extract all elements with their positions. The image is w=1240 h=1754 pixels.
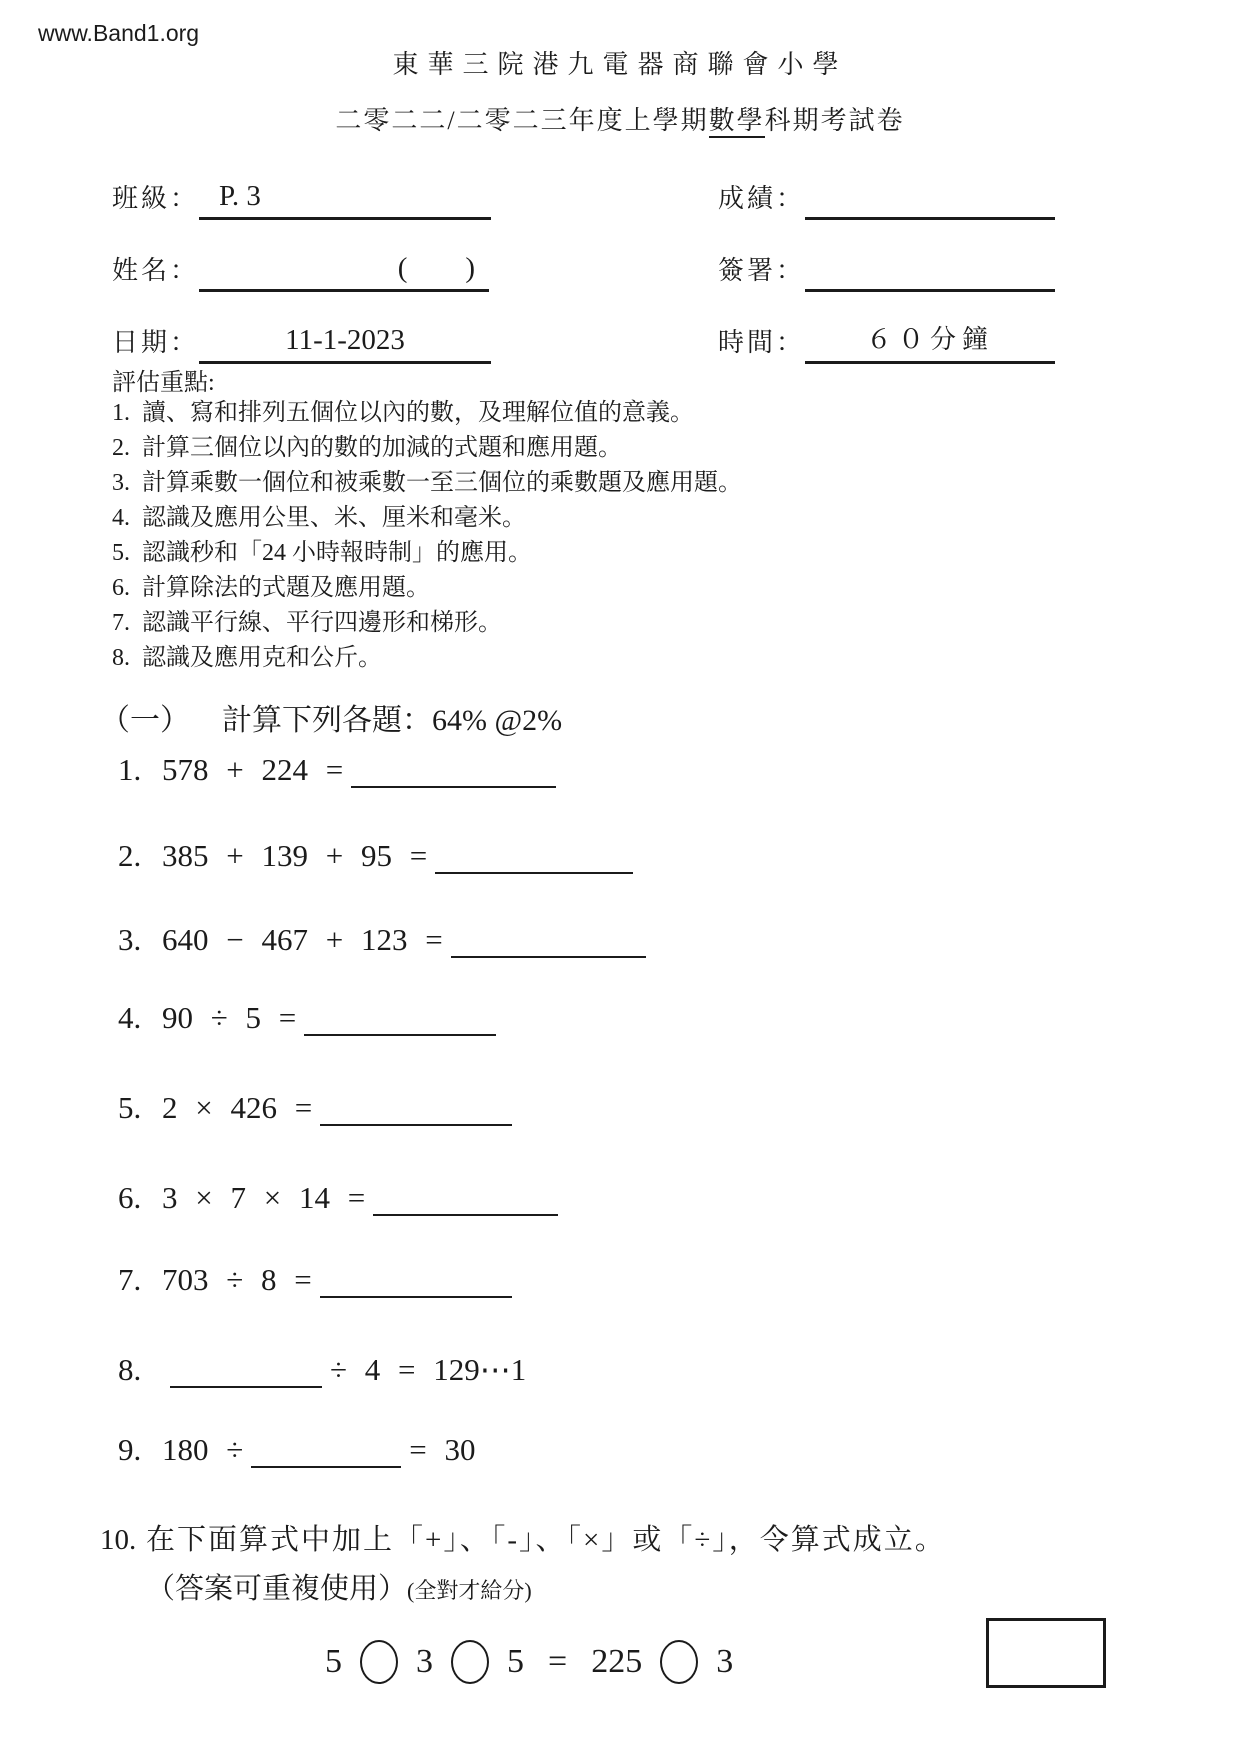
school-name: 東華三院港九電器商聯會小學 [392,50,848,79]
time-label: 時間： [718,328,806,357]
assessment-item [112,606,742,641]
section-title: 計算下列各題：64% @2% [222,704,563,737]
item-text: 計算乘數一個位和被乘數一至三個位的乘數題及應用題。 [142,470,742,496]
signature-input-line[interactable] [805,250,1055,292]
class-field [112,178,491,220]
exam-title-suffix: 科期考試卷 [764,106,905,135]
equals-sign: = [548,1643,568,1680]
question-expression: 90 ÷ 5 = [162,1000,297,1035]
answer-blank[interactable] [435,840,633,874]
answer-blank[interactable] [351,754,556,788]
question-number: 8. [118,1352,142,1387]
item-number: 7. [112,610,130,636]
item-text: 認識及應用克和公斤。 [142,645,382,671]
item-number: 3. [112,470,130,496]
equation-term: 3 [716,1643,734,1680]
note-repeat-allowed: （答案可重複使用） [146,1573,408,1605]
item-number: 6. [112,575,130,601]
date-label: 日期： [112,328,200,357]
question-number: 3. [118,922,142,957]
score-label: 成績： [718,184,806,213]
question-expression: 3 × 7 × 14 = [162,1180,366,1215]
name-input-line[interactable] [199,250,489,292]
exam-subject-underlined: 數學 [709,106,765,138]
question-row-4 [118,1000,504,1036]
assessment-item [112,641,742,676]
question-10-equation [315,1640,743,1684]
answer-blank[interactable] [251,1434,401,1468]
section1-heading [100,695,562,739]
question-row-5 [118,1090,520,1126]
item-text: 認識秒和「24 小時報時制」的應用。 [142,540,532,566]
question-number: 10. [100,1524,137,1556]
question-number: 5. [118,1090,142,1125]
equation-term: 225 [591,1643,643,1680]
signature-field [718,250,1055,292]
item-number: 1. [112,400,130,426]
question-number: 6. [118,1180,142,1215]
item-number: 8. [112,645,130,671]
answer-blank[interactable] [373,1182,558,1216]
question-expression: 385 + 139 + 95 = [162,838,428,873]
name-label: 姓名： [112,256,200,285]
operator-circle[interactable] [360,1640,398,1684]
operator-circle[interactable] [660,1640,698,1684]
question-number: 9. [118,1432,142,1467]
item-text: 認識平行線、平行四邊形和梯形。 [142,610,502,636]
answer-blank[interactable] [451,924,646,958]
score-field [718,178,1055,220]
question-number: 1. [118,752,142,787]
question-expression: 640 − 467 + 123 = [162,922,443,957]
question-text: 在下面算式中加上「+」、「-」、「×」或「÷」，令算式成立。 [146,1524,946,1556]
question-expression-after: ÷ 4 = 129⋯1 [330,1352,527,1387]
exam-title [0,100,1240,137]
question-number: 2. [118,838,142,873]
question-number: 4. [118,1000,142,1035]
class-label: 班級： [112,184,200,213]
question-row-6 [118,1180,566,1216]
item-text: 認識及應用公里、米、厘米和毫米。 [142,505,526,531]
answer-blank[interactable] [304,1002,496,1036]
question-row-1 [118,752,564,788]
question-10-note [146,1566,532,1607]
time-input-line[interactable] [805,322,1055,364]
item-number: 4. [112,505,130,531]
assessment-item [112,431,742,466]
assessment-list [112,396,742,676]
marks-box [986,1618,1106,1688]
exam-title-prefix: 二零二二/二零二三年度上學期 [335,106,709,135]
answer-blank[interactable] [320,1092,512,1126]
question-row-3 [118,922,654,958]
question-expression: 180 ÷ [162,1432,244,1467]
time-value: ６０分鐘 [866,325,995,354]
answer-blank[interactable] [170,1354,322,1388]
equation-term: 5 [325,1643,342,1680]
name-class-number-parens: ( ) [397,252,476,284]
question-row-9 [118,1432,476,1468]
assessment-item [112,571,742,606]
assessment-item [112,536,742,571]
date-input-line[interactable] [199,322,491,364]
time-field [718,322,1055,364]
question-row-7 [118,1262,520,1298]
assessment-heading: 評估重點: [112,370,215,396]
operator-circle[interactable] [451,1640,489,1684]
score-input-line[interactable] [805,178,1055,220]
signature-label: 簽署： [718,256,806,285]
assessment-item [112,501,742,536]
date-value: 11-1-2023 [285,324,405,356]
item-number: 5. [112,540,130,566]
item-text: 計算除法的式題及應用題。 [142,575,430,601]
question-number: 7. [118,1262,142,1297]
question-row-10 [100,1517,946,1558]
question-row-2 [118,838,641,874]
date-field [112,322,491,364]
section-number: （一） [100,704,190,737]
equation-term: 3 [416,1643,433,1680]
question-row-8 [118,1352,526,1388]
question-expression-after: = 30 [409,1432,476,1467]
question-expression: 2 × 426 = [162,1090,313,1125]
note-all-correct: (全對才給分) [407,1578,532,1603]
class-value: P. 3 [219,180,261,212]
item-number: 2. [112,435,130,461]
name-field [112,250,489,292]
question-expression: 578 + 224 = [162,752,344,787]
assessment-item [112,466,742,501]
question-expression: 703 ÷ 8 = [162,1262,312,1297]
item-text: 計算三個位以內的數的加減的式題和應用題。 [142,435,622,461]
item-text: 讀、寫和排列五個位以內的數，及理解位值的意義。 [142,400,694,426]
answer-blank[interactable] [320,1264,512,1298]
assessment-item [112,396,742,431]
watermark-text: www.Band1.org [38,20,200,46]
class-input-line[interactable] [199,178,491,220]
equation-term: 5 [507,1643,524,1680]
